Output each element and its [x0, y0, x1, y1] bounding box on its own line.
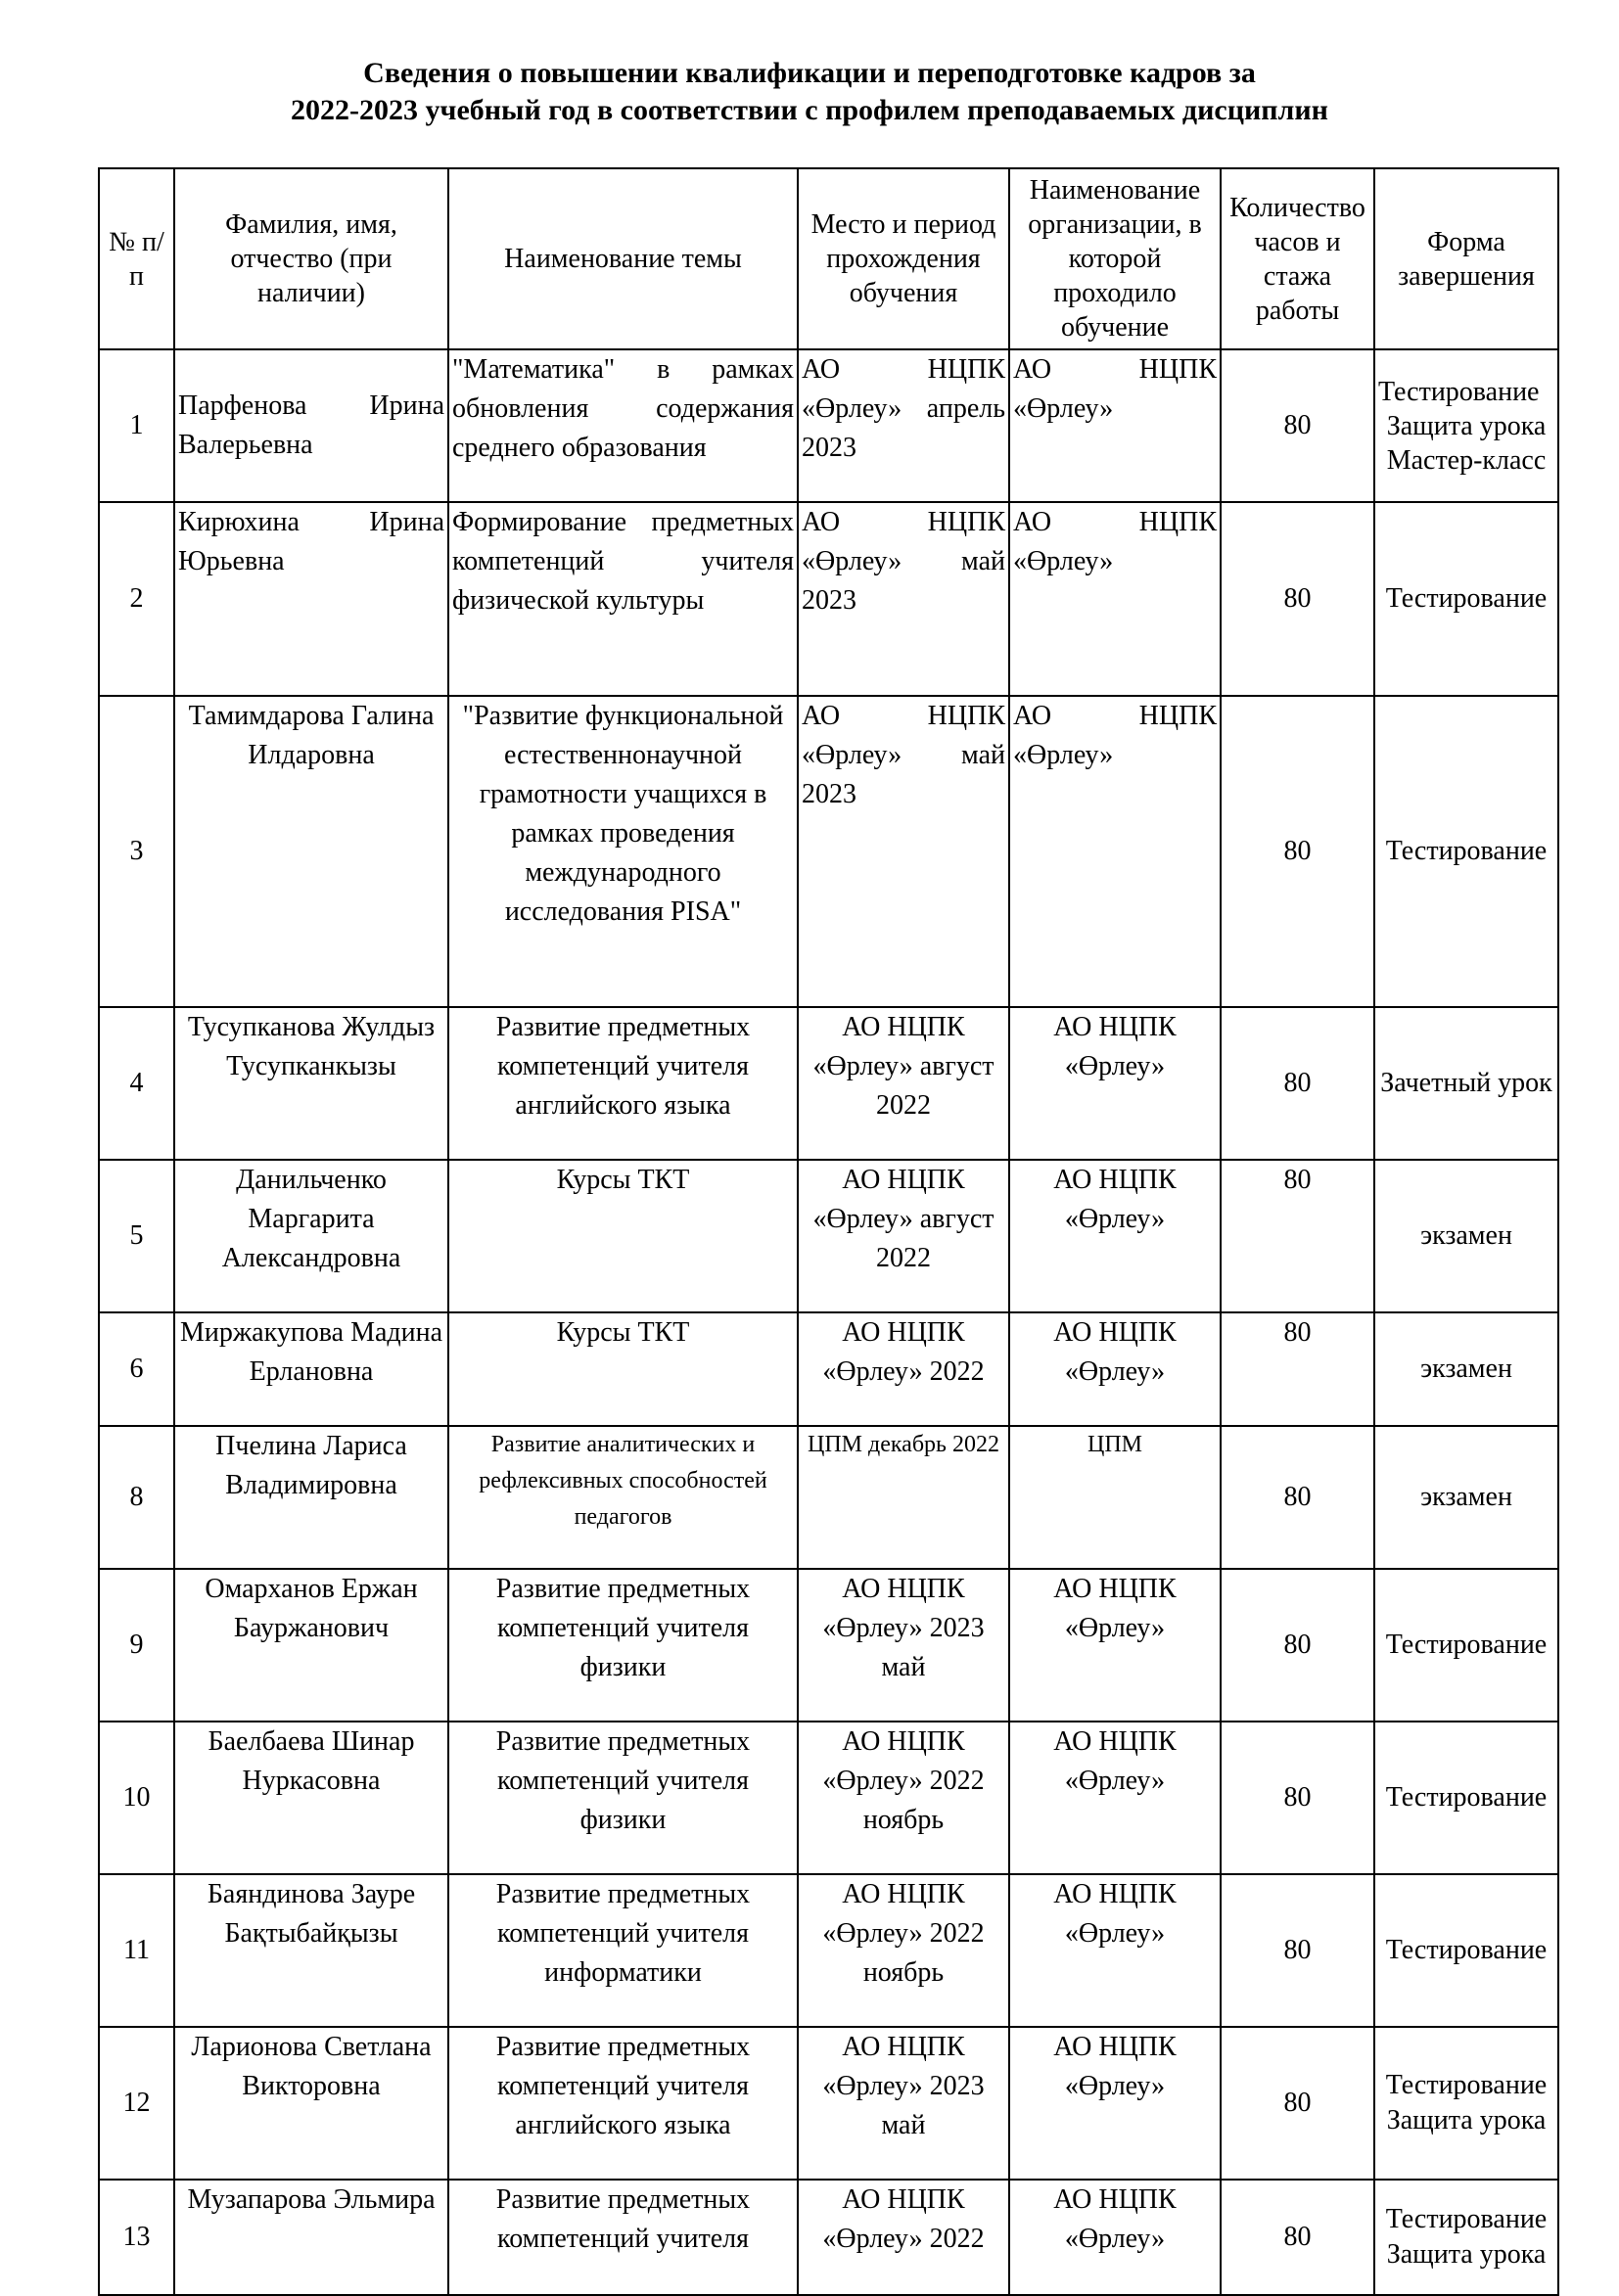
row-form: экзамен: [1374, 1312, 1558, 1426]
row-form: [1374, 349, 1558, 502]
form-line: Мастер-класс: [1386, 444, 1547, 476]
row-org: ЦПМ: [1009, 1426, 1221, 1569]
row-place: АО НЦПК «Өрлеу» 2023 май: [798, 1569, 1009, 1722]
row-name: Пчелина Лариса Владимировна: [174, 1426, 448, 1569]
row-form: Тестирование: [1374, 696, 1558, 1007]
row-name: Баелбаева Шинар Нуркасовна: [174, 1722, 448, 1874]
row-topic: "Развитие функциональной естественнонаучной грамотности учащихся в рамках проведения международного исследования PISA": [448, 696, 798, 1007]
row-form: экзамен: [1374, 1160, 1558, 1312]
table-row: [99, 2180, 1558, 2295]
row-num: 8: [99, 1426, 174, 1569]
row-org: АО НЦПК «Өрлеу»: [1009, 1569, 1221, 1722]
row-name: Миржакупова Мадина Ерлановна: [174, 1312, 448, 1426]
table-row: [99, 1007, 1558, 1160]
table-row: [99, 1874, 1558, 2027]
row-name: Кирюхина Ирина Юрьевна: [174, 502, 448, 696]
row-form: Тестирование: [1374, 1874, 1558, 2027]
row-topic: Развитие предметных компетенций учителя английского языка: [448, 2027, 798, 2180]
header-name: Фамилия, имя, отчество (при наличии): [174, 168, 448, 349]
row-org: АО НЦПК «Өрлеу»: [1009, 1722, 1221, 1874]
row-place: АО НЦПК «Өрлеу» 2022 ноябрь: [798, 1722, 1009, 1874]
row-topic: Развитие предметных компетенций учителя: [448, 2180, 798, 2295]
row-form: экзамен: [1374, 1426, 1558, 1569]
title-line-2: 2022-2023 учебный год в соответствии с профилем преподаваемых дисциплин: [291, 94, 1328, 126]
row-org: АО НЦПК «Өрлеу»: [1009, 1007, 1221, 1160]
row-name: Ларионова Светлана Викторовна: [174, 2027, 448, 2180]
row-num: 3: [99, 696, 174, 1007]
row-place: АО НЦПК «Өрлеу» апрель 2023: [798, 349, 1009, 502]
table-header-row: [99, 168, 1558, 349]
header-topic: Наименование темы: [448, 168, 798, 349]
table-row: [99, 349, 1558, 502]
row-org: АО НЦПК «Өрлеу»: [1009, 2180, 1221, 2295]
row-place: АО НЦПК «Өрлеу» 2023 май: [798, 2027, 1009, 2180]
row-topic: Курсы ТКТ: [448, 1312, 798, 1426]
row-topic: Развитие предметных компетенций учителя английского языка: [448, 1007, 798, 1160]
row-hours: 80: [1221, 2180, 1374, 2295]
row-form: Зачетный урок: [1374, 1007, 1558, 1160]
form-line: Защита урока: [1386, 2239, 1547, 2270]
row-num: 6: [99, 1312, 174, 1426]
table-row: [99, 2027, 1558, 2180]
row-hours: 80: [1221, 1312, 1374, 1426]
row-name: Данильченко Маргарита Александровна: [174, 1160, 448, 1312]
row-org: АО НЦПК «Өрлеу»: [1009, 502, 1221, 696]
row-hours: 80: [1221, 1722, 1374, 1874]
row-form: Тестирование: [1374, 1569, 1558, 1722]
row-hours: 80: [1221, 1160, 1374, 1312]
header-org: Наименование организации, в которой проходило обучение: [1009, 168, 1221, 349]
form-line: Тестирование: [1385, 2070, 1548, 2100]
row-place: АО НЦПК «Өрлеу» 2022: [798, 2180, 1009, 2295]
row-topic: Развитие аналитических и рефлексивных способностей педагогов: [448, 1426, 798, 1569]
qualification-table: [98, 167, 1559, 2296]
row-num: 13: [99, 2180, 174, 2295]
row-num: 10: [99, 1722, 174, 1874]
row-num: 2: [99, 502, 174, 696]
row-num: 1: [99, 349, 174, 502]
row-topic: Курсы ТКТ: [448, 1160, 798, 1312]
row-org: АО НЦПК «Өрлеу»: [1009, 1160, 1221, 1312]
row-place: АО НЦПК «Өрлеу» май 2023: [798, 502, 1009, 696]
row-form: Тестирование: [1374, 1722, 1558, 1874]
row-num: 12: [99, 2027, 174, 2180]
table-row: [99, 1569, 1558, 1722]
header-hours: Количество часов и стажа работы: [1221, 168, 1374, 349]
row-hours: 80: [1221, 1874, 1374, 2027]
row-place: АО НЦПК «Өрлеу» май 2023: [798, 696, 1009, 1007]
row-topic: Развитие предметных компетенций учителя физики: [448, 1569, 798, 1722]
title-line-1: Сведения о повышении квалификации и переподготовке кадров за: [363, 57, 1256, 89]
row-place: АО НЦПК «Өрлеу» август 2022: [798, 1007, 1009, 1160]
row-place: ЦПМ декабрь 2022: [798, 1426, 1009, 1569]
document-title: [98, 55, 1521, 129]
row-hours: 80: [1221, 1426, 1374, 1569]
row-topic: Формирование предметных компетенций учителя физической культуры: [448, 502, 798, 696]
row-num: 11: [99, 1874, 174, 2027]
table-row: [99, 1426, 1558, 1569]
header-num: № п/п: [99, 168, 174, 349]
row-org: АО НЦПК «Өрлеу»: [1009, 1312, 1221, 1426]
row-place: АО НЦПК «Өрлеу» 2022: [798, 1312, 1009, 1426]
form-line: Тестирование: [1385, 2204, 1548, 2234]
row-hours: 80: [1221, 502, 1374, 696]
form-line: Защита урока: [1386, 410, 1547, 441]
row-topic: Развитие предметных компетенций учителя информатики: [448, 1874, 798, 2027]
row-num: 5: [99, 1160, 174, 1312]
row-org: АО НЦПК «Өрлеу»: [1009, 1874, 1221, 2027]
header-form: Форма завершения: [1374, 168, 1558, 349]
row-form: Тестирование: [1374, 502, 1558, 696]
row-hours: 80: [1221, 2027, 1374, 2180]
row-topic: Развитие предметных компетенций учителя физики: [448, 1722, 798, 1874]
table-row: [99, 696, 1558, 1007]
table-row: [99, 1722, 1558, 1874]
row-topic: "Математика" в рамках обновления содержания среднего образования: [448, 349, 798, 502]
row-hours: 80: [1221, 349, 1374, 502]
row-form: [1374, 2027, 1558, 2180]
row-form: [1374, 2180, 1558, 2295]
row-name: Тамимдарова Галина Илдаровна: [174, 696, 448, 1007]
row-place: АО НЦПК «Өрлеу» 2022 ноябрь: [798, 1874, 1009, 2027]
table-row: [99, 502, 1558, 696]
header-place: Место и период прохождения обучения: [798, 168, 1009, 349]
row-num: 4: [99, 1007, 174, 1160]
row-name: Омарханов Ержан Бауржанович: [174, 1569, 448, 1722]
row-name: Баяндинова Зауре Бақтыбайқызы: [174, 1874, 448, 2027]
form-line: Защита урока: [1386, 2105, 1547, 2135]
row-place: АО НЦПК «Өрлеу» август 2022: [798, 1160, 1009, 1312]
row-hours: 80: [1221, 1007, 1374, 1160]
table-row: [99, 1312, 1558, 1426]
row-name: Тусупканова Жулдыз Тусупканкызы: [174, 1007, 448, 1160]
row-name: Парфенова Ирина Валерьевна: [174, 349, 448, 502]
row-org: АО НЦПК «Өрлеу»: [1009, 696, 1221, 1007]
row-org: АО НЦПК «Өрлеу»: [1009, 349, 1221, 502]
table-row: [99, 1160, 1558, 1312]
row-num: 9: [99, 1569, 174, 1722]
row-hours: 80: [1221, 1569, 1374, 1722]
form-line: Тестирование: [1378, 376, 1540, 407]
row-org: АО НЦПК «Өрлеу»: [1009, 2027, 1221, 2180]
row-name: Музапарова Эльмира: [174, 2180, 448, 2295]
row-hours: 80: [1221, 696, 1374, 1007]
